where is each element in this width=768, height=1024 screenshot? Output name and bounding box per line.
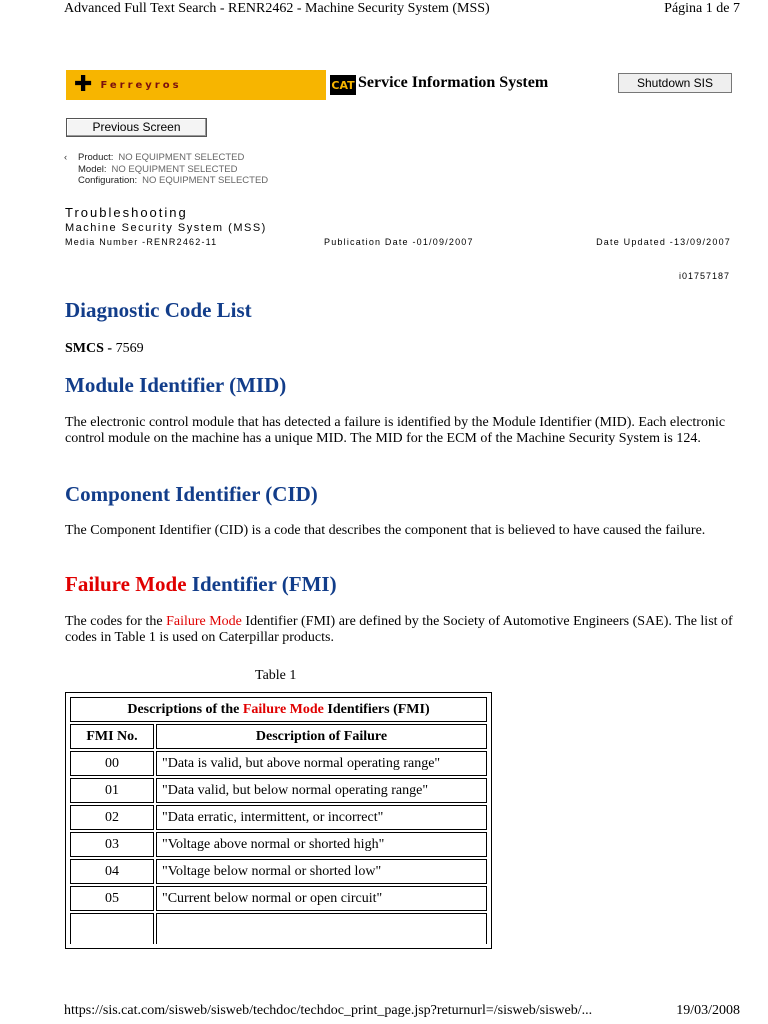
fmi-cell: 01	[70, 778, 154, 803]
fmi-cell: 04	[70, 859, 154, 884]
table-title-part1: Descriptions of the	[127, 701, 240, 717]
section-title: Troubleshooting	[65, 205, 188, 220]
heading-mid: Module Identifier (MID)	[65, 373, 287, 397]
configuration-label: Configuration:	[78, 175, 138, 186]
table-row	[70, 751, 487, 776]
paragraph-fmi-part1: The codes for the	[65, 614, 163, 629]
table-row	[70, 886, 487, 911]
model-row	[64, 164, 268, 176]
print-header-title: Advanced Full Text Search - RENR2462 - Machine Security System (MSS)	[64, 1, 490, 16]
print-header	[64, 1, 740, 17]
previous-screen-button[interactable]: Previous Screen	[66, 118, 207, 137]
description-cell: "Data valid, but below normal operating range"	[156, 778, 487, 803]
description-cell: "Voltage above normal or shorted high"	[156, 832, 487, 857]
paragraph-mid: The electronic control module that has detected a failure is identified by the Module Identifier (MID). Each electronic control module on the machine has a unique MID. The MID for the ECM of the Machine Security System is 124.	[65, 415, 726, 446]
product-row	[64, 152, 268, 164]
product-info	[64, 152, 268, 187]
fmi-table	[65, 692, 492, 949]
ferreyros-logo-text: Ferreyros	[100, 79, 182, 91]
model-label: Model:	[78, 163, 107, 175]
media-info-row	[65, 237, 731, 247]
smcs-line	[65, 341, 144, 357]
table-title-part2: Identifiers (FMI)	[327, 701, 430, 717]
paragraph-cid: The Component Identifier (CID) is a code that describes the component that is believed to have caused the failure.	[65, 523, 706, 538]
footer-url: https://sis.cat.com/sisweb/sisweb/techdoc/techdoc_print_page.jsp?returnurl=/sisweb/sisweb/...	[64, 1003, 593, 1018]
model-value: NO EQUIPMENT SELECTED	[111, 163, 238, 175]
smcs-value: 7569	[115, 341, 144, 356]
column-header-fmi: FMI No.	[70, 724, 154, 749]
sis-banner	[66, 70, 732, 100]
paragraph-fmi-highlight: Failure Mode	[166, 614, 242, 629]
footer-date: 19/03/2008	[676, 1003, 740, 1018]
fmi-cell: 02	[70, 805, 154, 830]
page-counter: Página 1 de 7	[664, 1, 740, 16]
media-number: Media Number -RENR2462-11	[65, 237, 218, 247]
heading-fmi-highlight: Failure Mode	[65, 572, 187, 596]
table-title-highlight: Failure Mode	[242, 701, 324, 717]
product-label: Product:	[78, 152, 114, 163]
description-cell: "Voltage below normal or shorted low"	[156, 859, 487, 884]
table-row	[70, 778, 487, 803]
product-value: NO EQUIPMENT SELECTED	[118, 152, 245, 163]
smcs-label: SMCS -	[65, 341, 113, 356]
table-title-row	[70, 697, 487, 722]
page-title: Diagnostic Code List	[65, 298, 252, 322]
system-title: Service Information System	[358, 74, 549, 91]
table-row	[70, 832, 487, 857]
table-caption: Table 1	[255, 668, 297, 683]
cat-logo: CAT	[330, 75, 356, 95]
chevron-left-icon[interactable]: ‹	[64, 152, 68, 163]
date-updated: Date Updated -13/09/2007	[596, 237, 731, 247]
table-row-cut-off	[70, 913, 487, 944]
paragraph-fmi-part2: Identifier (FMI) are defined by the Society of Automotive Engineers (SAE). The list of codes in Table 1 is used on Caterpillar products.	[65, 614, 733, 645]
paragraph-fmi	[65, 614, 735, 646]
table-title	[70, 697, 487, 722]
ferreyros-plus-icon: ✚	[74, 72, 93, 97]
heading-fmi	[65, 572, 337, 597]
table-row	[70, 859, 487, 884]
column-header-description: Description of Failure	[156, 724, 487, 749]
system-subtitle: Machine Security System (MSS)	[65, 222, 267, 234]
publication-date: Publication Date -01/09/2007	[324, 237, 474, 247]
fmi-cell: 00	[70, 751, 154, 776]
ferreyros-logo	[66, 70, 326, 100]
heading-cid: Component Identifier (CID)	[65, 482, 318, 506]
fmi-cell: 05	[70, 886, 154, 911]
description-cell: "Data is valid, but above normal operating range"	[156, 751, 487, 776]
table-header-row	[70, 724, 487, 749]
description-cell: "Current below normal or open circuit"	[156, 886, 487, 911]
shutdown-sis-button[interactable]: Shutdown SIS	[618, 73, 732, 93]
heading-fmi-rest: Identifier (FMI)	[191, 572, 337, 596]
description-cell: "Data erratic, intermittent, or incorrect"	[156, 805, 487, 830]
document-id: i01757187	[678, 271, 730, 281]
print-footer	[64, 1003, 740, 1019]
table-row	[70, 805, 487, 830]
configuration-value: NO EQUIPMENT SELECTED	[142, 175, 269, 186]
configuration-row	[64, 175, 268, 187]
fmi-cell: 03	[70, 832, 154, 857]
